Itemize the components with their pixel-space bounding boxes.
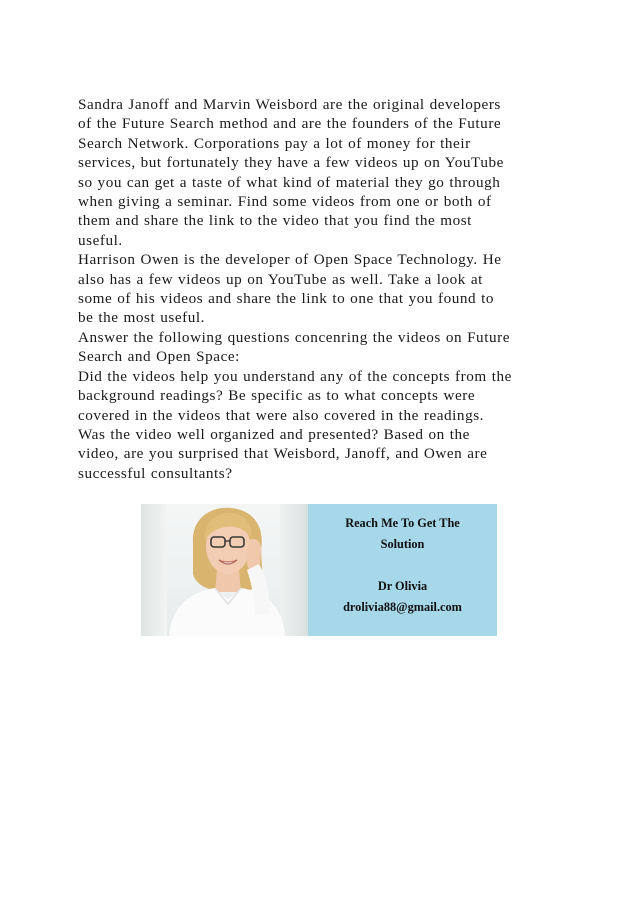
text-line: so you can get a taste of what kind of material they go through xyxy=(78,173,501,191)
text-line: successful consultants? xyxy=(78,464,233,482)
text-line: Was the video well organized and presented? Based on the xyxy=(78,425,470,443)
text-line: be the most useful. xyxy=(78,309,205,327)
text-line: of the Future Search method and are the founders of the Future xyxy=(78,115,502,133)
text-line: them and share the link to the video that you find the most xyxy=(78,212,472,230)
text-line: Sandra Janoff and Marvin Weisbord are the original developers xyxy=(78,96,501,113)
ad-contact-email[interactable]: drolivia88@gmail.com xyxy=(343,600,462,614)
text-line: useful. xyxy=(78,231,123,249)
text-line: covered in the videos that were also covered in the readings. xyxy=(78,406,485,424)
woman-portrait-illustration xyxy=(141,504,308,636)
text-line: Answer the following questions concenring the videos on Future xyxy=(78,328,511,346)
woman-with-glasses-photo xyxy=(141,504,308,636)
text-line: Did the videos help you understand any of the concepts from the xyxy=(78,367,512,385)
text-line: Harrison Owen is the developer of Open Space Technology. He xyxy=(78,251,502,269)
contact-ad-banner xyxy=(141,504,497,636)
text-line: Search and Open Space: xyxy=(78,348,240,366)
text-line: when giving a seminar. Find some videos from one or both of xyxy=(78,193,492,211)
text-line: also has a few videos up on YouTube as well. Take a look at xyxy=(78,270,483,288)
text-line: video, are you surprised that Weisbord, Janoff, and Owen are xyxy=(78,445,488,463)
text-line: some of his videos and share the link to one that you found to xyxy=(78,290,495,308)
ad-headline: Reach Me To Get The xyxy=(345,516,460,530)
text-line: services, but fortunately they have a few videos up on YouTube xyxy=(78,154,504,172)
text-line: background readings? Be specific as to what concepts were xyxy=(78,387,476,405)
ad-contact-name: Dr Olivia xyxy=(377,579,428,593)
text-line: Search Network. Corporations pay a lot of money for their xyxy=(78,134,471,152)
document-body xyxy=(78,95,578,483)
contact-info-panel xyxy=(308,504,497,636)
ad-headline-continued: Solution xyxy=(380,537,425,551)
